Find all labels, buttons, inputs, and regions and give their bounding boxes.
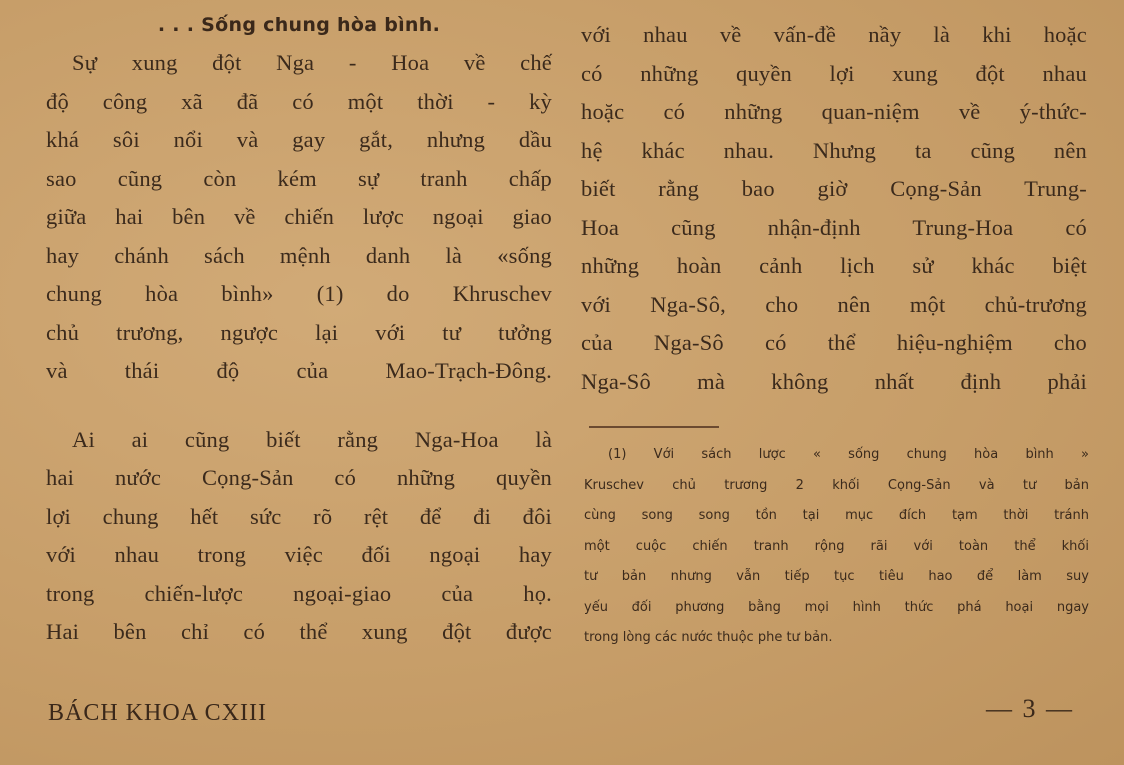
text-line: với nhau trong việc đối ngoại hay <box>46 542 552 567</box>
paragraph-2 <box>46 421 552 652</box>
section-heading: . . . Sống chung hòa bình. <box>157 14 441 36</box>
footnote-line: Kruschev chủ trương 2 khối Cọng-Sản và tư bản <box>584 477 1089 493</box>
text-line: giữa hai bên về chiến lược ngoại giao <box>46 204 552 229</box>
footnote-line: trong lòng các nước thuộc phe tư bản. <box>584 630 833 645</box>
text-line: hai nước Cọng-Sản có những quyền <box>46 465 552 490</box>
text-line: biết rằng bao giờ Cọng-Sản Trung- <box>581 176 1087 201</box>
paragraph-1 <box>46 44 552 391</box>
text-line: Nga-Sô mà không nhất định phải <box>581 368 1087 394</box>
text-line: chung hòa bình» (1) do Khruschev <box>46 281 552 306</box>
text-line: với nhau về vấn-đề nầy là khi hoặc <box>581 22 1087 47</box>
text-line: hay chánh sách mệnh danh là «sống <box>46 242 552 268</box>
text-line: khá sôi nổi và gay gắt, nhưng dầu <box>46 127 552 152</box>
text-line: lợi chung hết sức rõ rệt để đi đôi <box>46 503 552 529</box>
right-column <box>581 16 1087 401</box>
text-line: những hoàn cảnh lịch sử khác biệt <box>581 253 1087 278</box>
paragraph-3 <box>581 16 1087 401</box>
text-line: Hoa cũng nhận-định Trung-Hoa có <box>581 214 1087 240</box>
left-column <box>46 14 552 652</box>
text-line: trong chiến-lược ngoại-giao của họ. <box>46 580 552 606</box>
text-line: Hai bên chỉ có thể xung đột được <box>46 619 552 644</box>
text-line: có những quyền lợi xung đột nhau <box>581 60 1087 86</box>
footnote-line: tư bản nhưng vẫn tiếp tục tiêu hao để làm suy <box>584 569 1089 584</box>
text-line: sao cũng còn kém sự tranh chấp <box>46 165 552 191</box>
text-line: độ công xã đã có một thời - kỳ <box>46 88 552 114</box>
text-line: Ai ai cũng biết rằng Nga-Hoa là <box>72 426 552 452</box>
text-line: hoặc có những quan-niệm về ý-thức- <box>581 99 1087 124</box>
text-line: Sự xung đột Nga - Hoa về chế <box>72 50 552 75</box>
footnote-line: yếu đối phương bằng mọi hình thức phá hoại ngay <box>584 599 1089 615</box>
text-line: với Nga-Sô, cho nên một chủ-trương <box>581 291 1087 317</box>
footnote-line: một cuộc chiến tranh rộng rãi với toàn thể khối <box>584 538 1089 554</box>
footnote-divider <box>589 426 719 428</box>
footnote-line: (1) Với sách lược « sống chung hòa bình » <box>608 447 1089 462</box>
text-line: và thái độ của Mao-Trạch-Đông. <box>46 358 552 383</box>
publication-footer: BÁCH KHOA CXIII <box>48 700 267 726</box>
footnote-line: cùng song song tồn tại mục đích tạm thời tránh <box>584 508 1089 523</box>
text-line: hệ khác nhau. Nhưng ta cũng nên <box>581 137 1087 163</box>
footnote <box>584 440 1089 654</box>
page-number: — 3 — <box>986 694 1074 723</box>
text-line: của Nga-Sô có thể hiệu-nghiệm cho <box>581 330 1087 355</box>
text-line: chủ trương, ngược lại với tư tưởng <box>46 319 552 345</box>
